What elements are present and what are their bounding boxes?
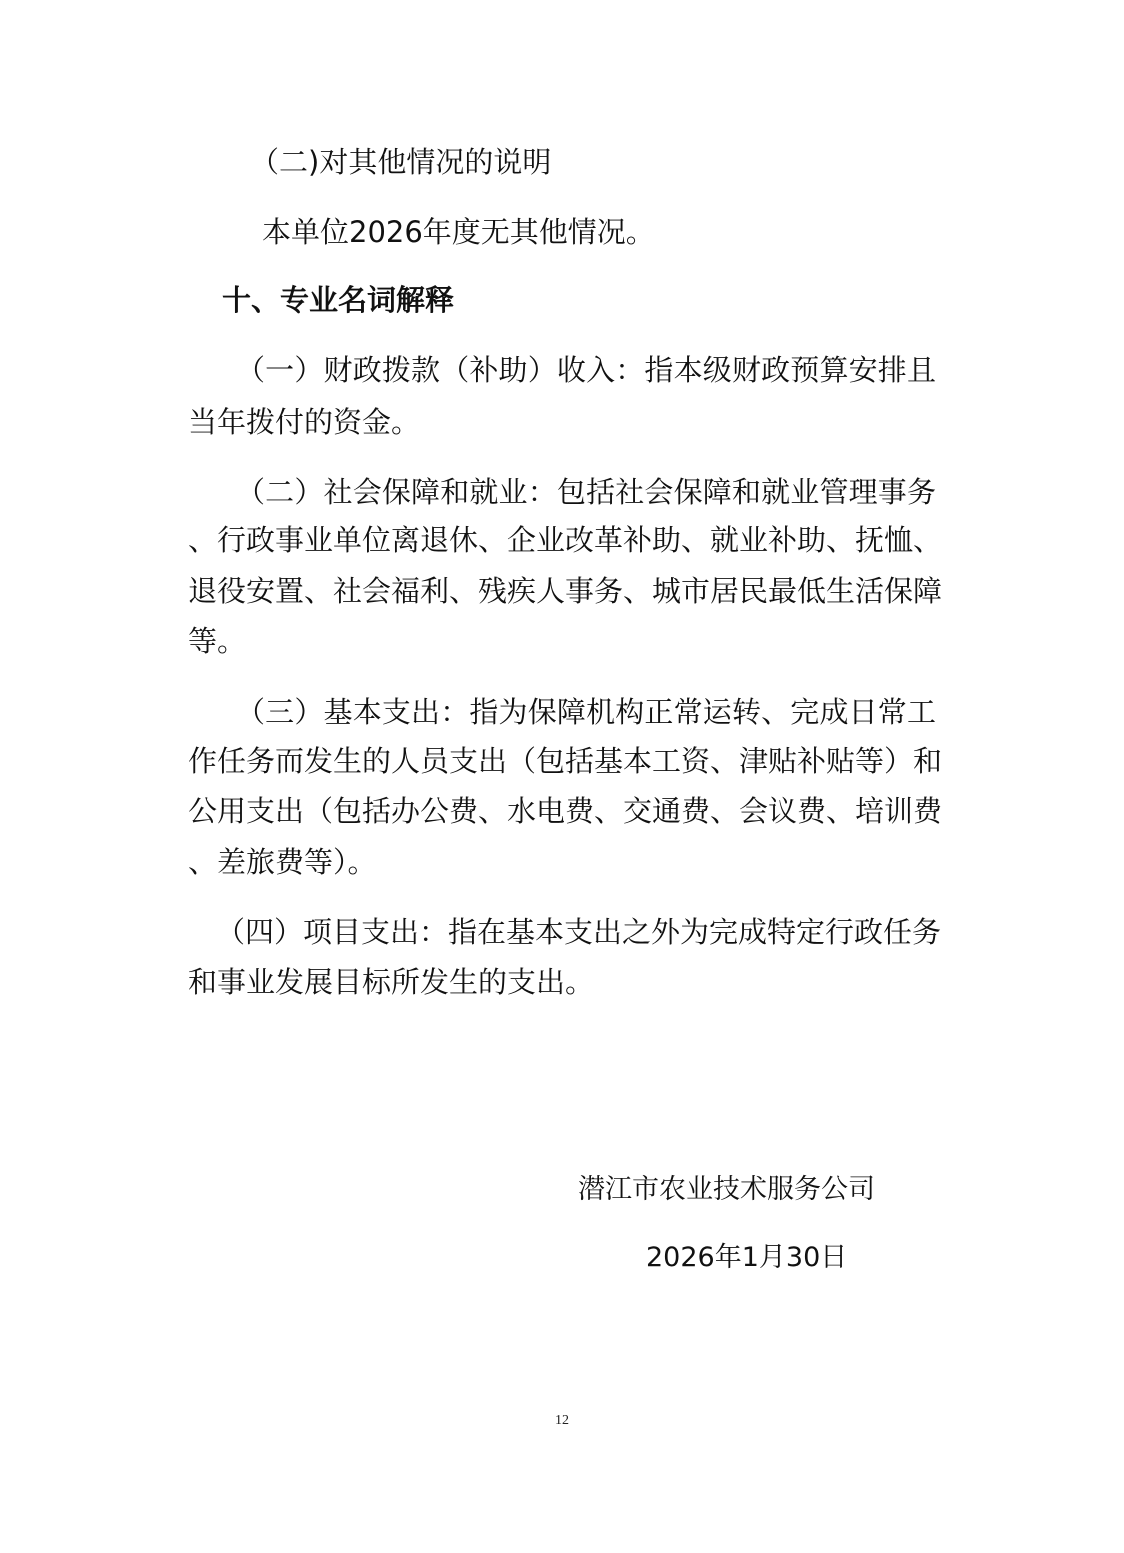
definition-line: （三）基本支出：指为保障机构正常运转、完成日常工 — [236, 695, 936, 729]
definition-line: 退役安置、社会福利、残疾人事务、城市居民最低生活保障 — [188, 574, 943, 608]
definition-line: 当年拨付的资金。 — [188, 405, 421, 439]
page-number: 12 — [555, 1413, 569, 1428]
subsection-title: （二)对其他情况的说明 — [250, 145, 552, 179]
signature-organization: 潜江市农业技术服务公司 — [578, 1174, 875, 1205]
definition-line: 等。 — [188, 624, 247, 658]
section-heading: 十、专业名词解释 — [222, 283, 455, 317]
definition-line: 公用支出（包括办公费、水电费、交通费、会议费、培训费 — [188, 794, 943, 828]
definition-line: 、差旅费等）。 — [188, 845, 377, 879]
subsection-body: 本单位2026年度无其他情况。 — [262, 215, 655, 249]
definition-line: 和事业发展目标所发生的支出。 — [188, 965, 595, 999]
definition-line: （四）项目支出：指在基本支出之外为完成特定行政任务 — [216, 915, 942, 949]
definition-line: 、行政事业单位离退休、企业改革补助、就业补助、抚恤、 — [188, 523, 943, 557]
signature-date: 2026年1月30日 — [646, 1242, 848, 1273]
definition-line: 作任务而发生的人员支出（包括基本工资、津贴补贴等）和 — [188, 744, 943, 778]
definition-line: （二）社会保障和就业：包括社会保障和就业管理事务 — [236, 475, 936, 509]
definition-line: （一）财政拨款（补助）收入：指本级财政预算安排且 — [236, 353, 936, 387]
